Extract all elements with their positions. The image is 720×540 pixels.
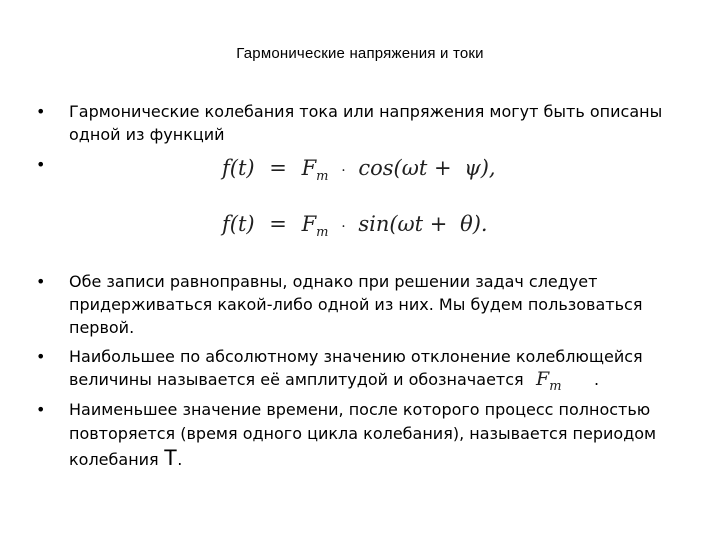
formula-sin (222, 212, 488, 240)
bullet-marker: • (36, 272, 46, 291)
amplitude-letter: F (536, 368, 550, 390)
bullet-marker: • (36, 102, 46, 121)
bullet-text-1: Гармонические колебания тока или напряжения могут быть описаны одной из функций (69, 102, 663, 144)
formula-phase: θ (460, 212, 473, 236)
formula-amplitude: F (301, 212, 317, 236)
bullet-4-period: . (594, 370, 600, 389)
formula-phase: ψ (464, 156, 481, 180)
formula-equals: = (269, 156, 287, 180)
formula-multiply: · (341, 163, 346, 179)
bullet-marker: • (36, 400, 46, 419)
formula-amplitude: F (301, 156, 317, 180)
bullet-marker: • (36, 347, 46, 366)
formula-function: cos(ωt + (358, 156, 452, 180)
formula-equals: = (269, 212, 287, 236)
amplitude-symbol (536, 368, 562, 394)
formula-amplitude-sub: m (316, 225, 329, 240)
period-symbol: T (163, 445, 178, 470)
formula-close: ). (472, 212, 488, 236)
formula-lhs: f(t) (222, 212, 255, 236)
formula-close: ), (480, 156, 496, 180)
amplitude-sub: m (549, 379, 562, 394)
formula-cos (222, 156, 496, 184)
bullet-text-5-body: Наименьшее значение времени, после которого процесс полностью повторяется (время одного цикла колебания), называется периодом колебания (69, 400, 657, 469)
formula-amplitude-sub: m (316, 169, 329, 184)
formula-function: sin(ωt + (358, 212, 448, 236)
formula-lhs: f(t) (222, 156, 255, 180)
bullet-marker: • (36, 155, 46, 174)
bullet-text-5 (69, 398, 669, 472)
bullet-text-3: Обе записи равноправны, однако при решении задач следует придерживаться какой-либо одной из них. Мы будем пользоваться первой. (69, 272, 643, 337)
bullet-text-4: Наибольшее по абсолютному значению отклонение колеблющейся величины называется её амплитудой и обозначается (69, 347, 643, 389)
bullet-5-period: . (177, 450, 183, 469)
slide-title: Гармонические напряжения и токи (236, 45, 484, 62)
formula-multiply: · (341, 219, 346, 235)
